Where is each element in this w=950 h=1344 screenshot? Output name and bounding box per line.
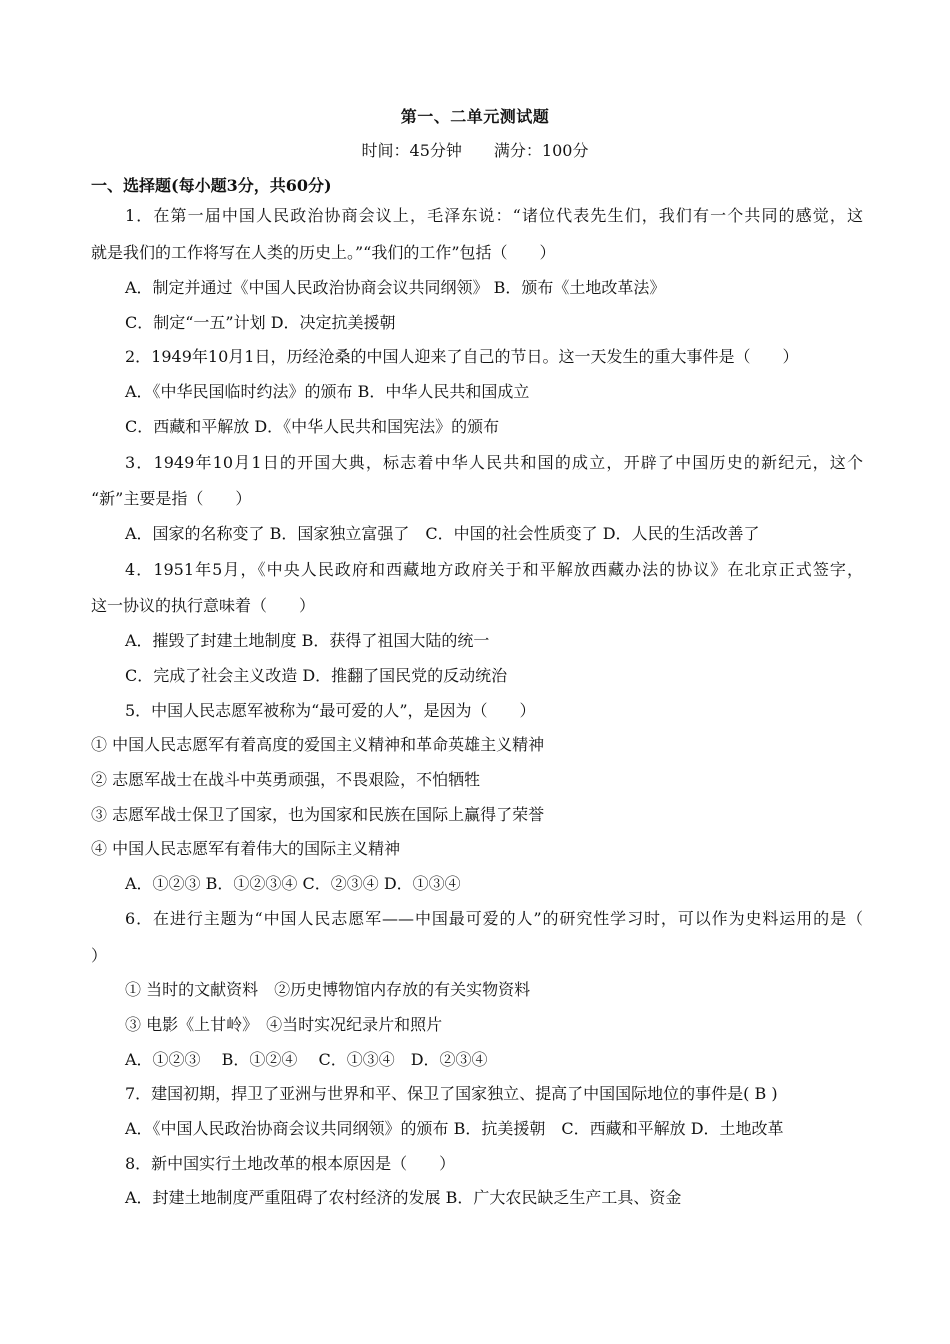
- question-1-stem-cont: 就是我们的工作将写在人类的历史上。”“我们的工作”包括（ ）: [91, 243, 556, 262]
- question-1-options-ab: A．制定并通过《中国人民政治协商会议共同纲领》 B．颁布《土地改革法》: [125, 278, 666, 297]
- question-6-items-12: ① 当时的文献资料 ②历史博物馆内存放的有关实物资料: [125, 980, 531, 999]
- page-title: 第一、二单元测试题: [400, 107, 550, 126]
- question-7-options: A．《中国人民政治协商会议共同纲领》的颁布 B．抗美援朝 C．西藏和平解放 D．土地改革: [125, 1119, 784, 1138]
- question-3-stem-cont: “新”主要是指（ ）: [91, 489, 252, 508]
- question-3-options: A．国家的名称变了 B．国家独立富强了 C．中国的社会性质变了 D．人民的生活改善了: [125, 524, 760, 543]
- question-7-stem: 7．建国初期，捍卫了亚洲与世界和平、保卫了国家独立、提高了中国国际地位的事件是( B ): [125, 1084, 778, 1103]
- question-6-items-34: ③ 电影《上甘岭》 ④当时实况纪录片和照片: [125, 1015, 443, 1034]
- question-1-options-cd: C．制定“一五”计划 D．决定抗美援朝: [125, 313, 396, 332]
- question-4-options-ab: A．摧毁了封建土地制度 B．获得了祖国大陆的统一: [125, 631, 490, 650]
- question-8-options-ab: A．封建土地制度严重阻碍了农村经济的发展 B．广大农民缺乏生产工具、资金: [125, 1188, 682, 1207]
- question-8-stem: 8．新中国实行土地改革的根本原因是（ ）: [125, 1154, 456, 1173]
- question-6-stem: 6．在进行主题为“中国人民志愿军——中国最可爱的人”的研究性学习时，可以作为史料运用的是（: [125, 909, 863, 928]
- question-6-stem-cont: ）: [91, 946, 108, 965]
- exam-score: 满分：100分: [493, 141, 589, 160]
- question-4-stem-cont: 这一协议的执行意味着（ ）: [91, 596, 316, 615]
- exam-info: [0, 138, 950, 161]
- question-4-stem: 4．1951年5月，《中央人民政府和西藏地方政府关于和平解放西藏办法的协议》在北京正式签字，: [125, 560, 863, 579]
- question-6-options: A．①②③ B．①②④ C．①③④ D．②③④: [125, 1050, 488, 1069]
- question-4-options-cd: C．完成了社会主义改造 D．推翻了国民党的反动统治: [125, 666, 508, 685]
- section-heading: 一、选择题(每小题3分，共60分): [91, 176, 332, 195]
- question-5-item-3: ③ 志愿军战士保卫了国家，也为国家和民族在国际上赢得了荣誉: [91, 805, 545, 824]
- question-2-options-ab: A．《中华民国临时约法》的颁布 B．中华人民共和国成立: [125, 382, 530, 401]
- question-5-stem: 5．中国人民志愿军被称为“最可爱的人”，是因为（ ）: [125, 701, 536, 720]
- question-3-stem: 3．1949年10月1日的开国大典，标志着中华人民共和国的成立，开辟了中国历史的新纪元，这个: [125, 453, 863, 472]
- question-5-item-2: ② 志愿军战士在战斗中英勇顽强，不畏艰险，不怕牺牲: [91, 770, 481, 789]
- question-5-item-1: ① 中国人民志愿军有着高度的爱国主义精神和革命英雄主义精神: [91, 735, 545, 754]
- question-5-options: A．①②③ B．①②③④ C．②③④ D．①③④: [125, 874, 461, 893]
- exam-time: 时间：45分钟: [361, 141, 462, 160]
- question-2-stem: 2．1949年10月1日，历经沧桑的中国人迎来了自己的节日。这一天发生的重大事件是（ ）: [125, 347, 799, 366]
- question-1-stem: 1．在第一届中国人民政治协商会议上，毛泽东说：“诸位代表先生们，我们有一个共同的感觉，这: [125, 206, 863, 225]
- question-5-item-4: ④ 中国人民志愿军有着伟大的国际主义精神: [91, 839, 401, 858]
- question-2-options-cd: C．西藏和平解放 D．《中华人民共和国宪法》的颁布: [125, 417, 500, 436]
